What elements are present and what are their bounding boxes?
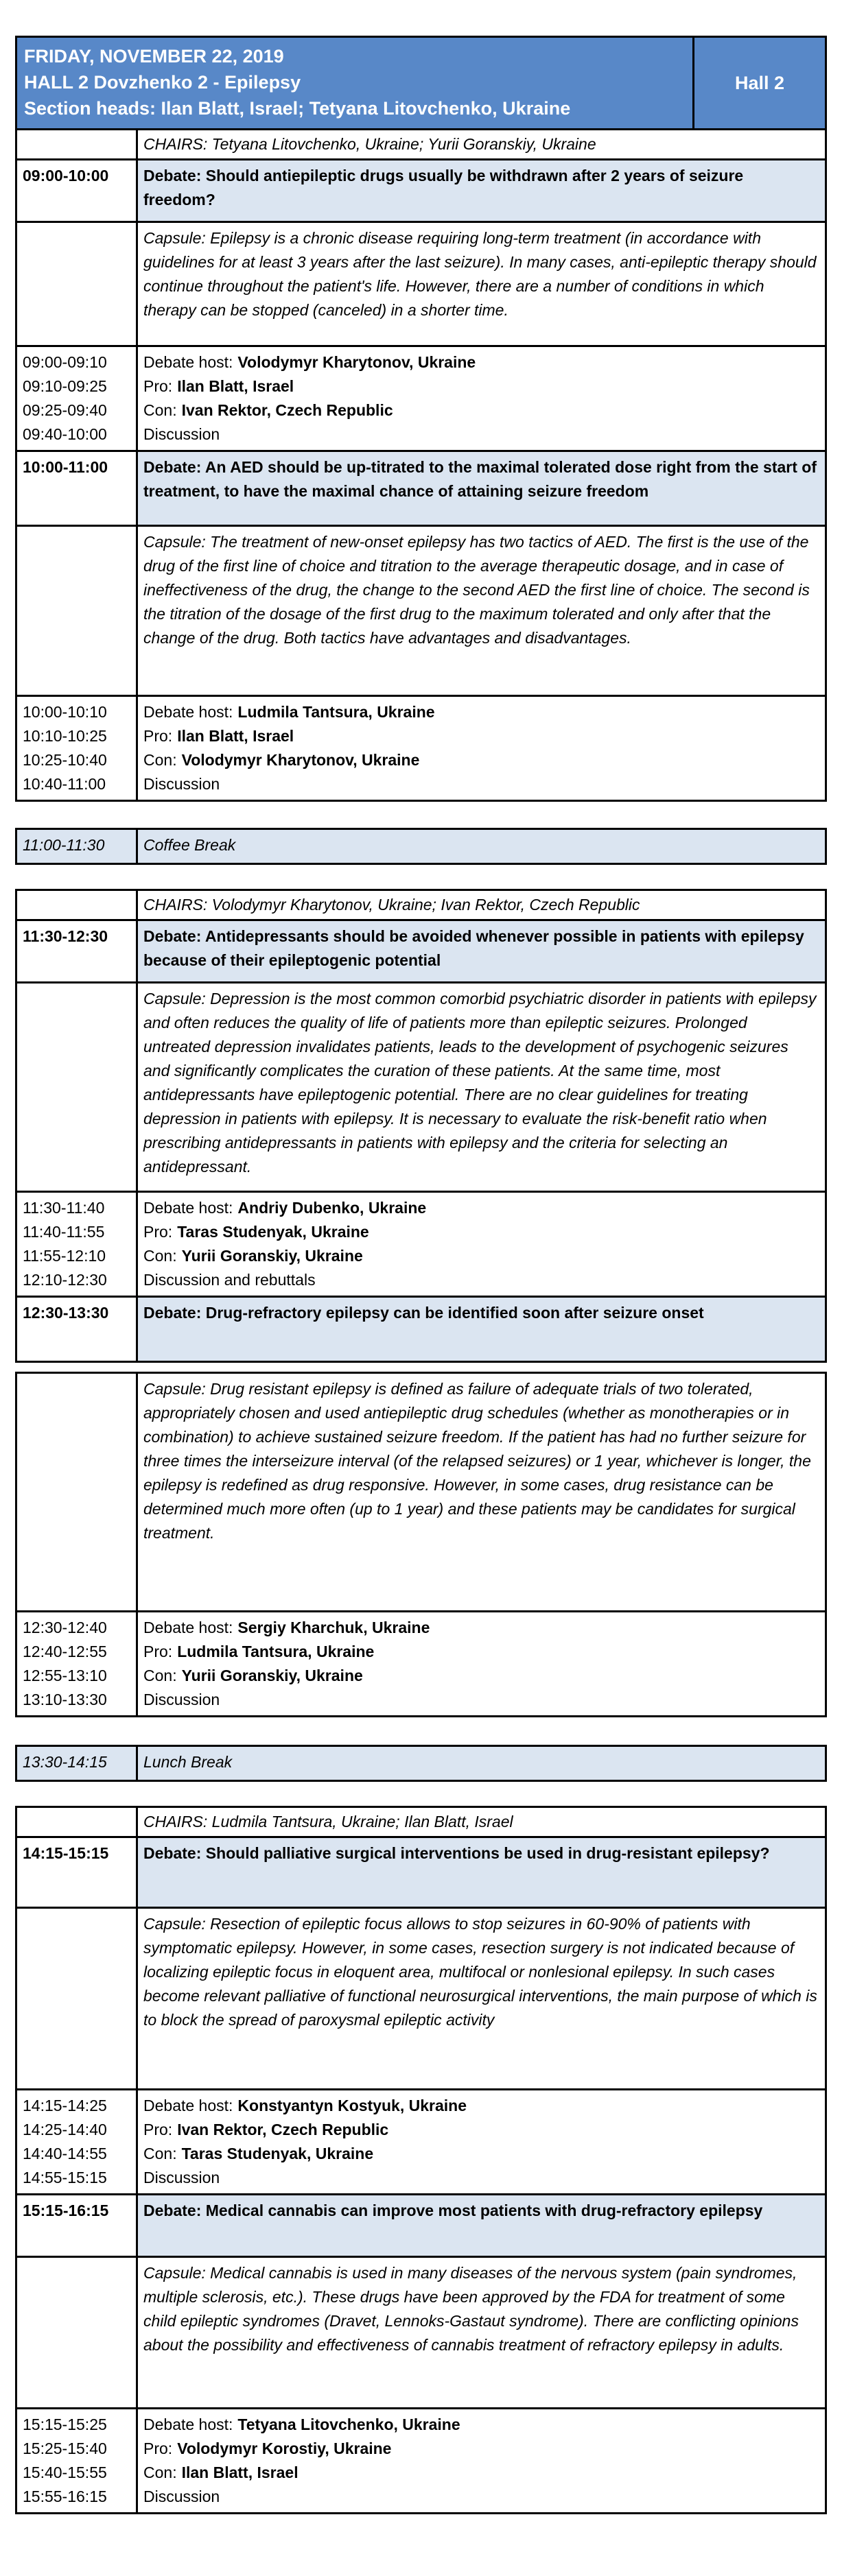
speaker-name: Yurii Goranskiy, Ukraine (181, 1667, 363, 1684)
conference-program-page (15, 0, 827, 2576)
slot-entry: Pro: Taras Studenyak, Ukraine (143, 1223, 369, 1241)
debate-time: 09:00-10:00 (17, 160, 138, 221)
slot-time: 11:30-11:40 (23, 1199, 105, 1217)
break-row (17, 830, 825, 863)
debate-time: 12:30-13:30 (17, 1298, 138, 1361)
slot-time: 11:55-12:10 (23, 1247, 106, 1265)
break-time: 11:00-11:30 (17, 830, 138, 863)
schedule-table-morning (15, 130, 827, 802)
table-gap (15, 1782, 827, 1806)
speaker-name: Konstyantyn Kostyuk, Ukraine (237, 2097, 467, 2114)
debate-time: 10:00-11:00 (17, 452, 138, 525)
break-label: Lunch Break (138, 1747, 825, 1780)
slot-entry: Pro: Ivan Rektor, Czech Republic (143, 2121, 389, 2138)
slot-time: 10:00-10:10 (23, 703, 107, 721)
capsule-text: Capsule: The treatment of new-onset epilepsy has two tactics of AED. The first is the use of the drug of the first line of choice and titration to the average therapeutic dosage, and in case of ineffectiveness of the drug, the change to the second AED the first line of choice. The second is the titration of the dosage of the first drug to the maximum tolerated and only after that the change of the drug. Both tactics have advantages and disadvantages. (143, 533, 810, 647)
table-gap (15, 1717, 827, 1745)
capsule-row (17, 525, 825, 695)
header-hall-line: HALL 2 Dovzhenko 2 - Epilepsy (24, 72, 301, 93)
debate-title: Debate: Medical cannabis can improve most patients with drug-refractory epilepsy (138, 2195, 825, 2256)
slot-entries (138, 697, 825, 800)
slot-time: 14:25-14:40 (23, 2121, 107, 2138)
slot-time: 14:40-14:55 (23, 2145, 107, 2162)
slot-entry: Debate host: Volodymyr Kharytonov, Ukraine (143, 353, 476, 371)
debate-title: Debate: Drug-refractory epilepsy can be identified soon after seizure onset (138, 1298, 825, 1361)
capsule-text: Capsule: Resection of epileptic focus allows to stop seizures in 60-90% of patients with symptomatic epilepsy. However, in some cases, resection surgery is not indicated because of localizing epileptic focus in eloquent area, multifocal or nonlesional epilepsy. In such cases become relevant palliative of functional neurosurgical interventions, the main purpose of which is to block the spread of paroxysmal epileptic activity (143, 1915, 817, 2029)
speaker-name: Ludmila Tantsura, Ukraine (237, 703, 435, 721)
slot-time: 15:55-16:15 (23, 2488, 107, 2505)
slot-entries (138, 2409, 825, 2512)
slot-entry: Discussion and rebuttals (143, 1271, 316, 1289)
capsule-row (17, 1907, 825, 2088)
slot-entry: Pro: Ludmila Tantsura, Ukraine (143, 1643, 375, 1660)
speaker-name: Ilan Blatt, Israel (177, 727, 294, 745)
slot-entry: Con: Volodymyr Kharytonov, Ukraine (143, 751, 420, 769)
slot-entry: Con: Yurii Goranskiy, Ukraine (143, 1247, 363, 1265)
speaker-name: Volodymyr Kharytonov, Ukraine (237, 353, 476, 371)
slot-time: 15:40-15:55 (23, 2464, 107, 2481)
slot-entry: Pro: Ilan Blatt, Israel (143, 727, 294, 745)
time-cell-empty (17, 130, 138, 158)
slot-time: 09:00-09:10 (23, 353, 107, 371)
break-label: Coffee Break (138, 830, 825, 863)
speaker-name: Volodymyr Korostiy, Ukraine (177, 2440, 392, 2457)
time-cell-empty (17, 2258, 138, 2407)
slots-row (17, 1191, 825, 1296)
slots-row (17, 695, 825, 800)
schedule-table-afternoon (15, 1806, 827, 2514)
chairs-row (17, 891, 825, 919)
slot-entry: Debate host: Sergiy Kharchuk, Ukraine (143, 1619, 430, 1636)
debate-time: 11:30-12:30 (17, 921, 138, 981)
slot-time: 15:25-15:40 (23, 2440, 107, 2457)
slot-entry: Discussion (143, 775, 220, 793)
slot-entries (138, 1612, 825, 1715)
debate-row (17, 1836, 825, 1907)
slot-time: 15:15-15:25 (23, 2416, 107, 2433)
header-section-heads: Section heads: Ilan Blatt, Israel; Tetyana Litovchenko, Ukraine (24, 98, 571, 119)
slot-time: 10:40-11:00 (23, 775, 106, 793)
speaker-name: Volodymyr Kharytonov, Ukraine (181, 751, 420, 769)
debate-row (17, 2193, 825, 2256)
slot-entry: Discussion (143, 425, 220, 443)
slot-entry: Discussion (143, 2488, 220, 2505)
table-gap (15, 802, 827, 828)
speaker-name: Ivan Rektor, Czech Republic (181, 401, 393, 419)
slot-entry: Pro: Ilan Blatt, Israel (143, 377, 294, 395)
slot-entry: Con: Taras Studenyak, Ukraine (143, 2145, 374, 2162)
slots-row (17, 2407, 825, 2512)
break-time: 13:30-14:15 (17, 1747, 138, 1780)
slot-entry: Con: Yurii Goranskiy, Ukraine (143, 1667, 363, 1684)
day-header-info (17, 38, 694, 128)
slot-entries (138, 2090, 825, 2193)
debate-title: Debate: An AED should be up-titrated to the maximal tolerated dose right from the start of treatment, to have the maximal chance of attaining seizure freedom (138, 452, 825, 525)
schedule-table-midday (15, 889, 827, 1363)
slot-time: 12:30-12:40 (23, 1619, 107, 1636)
debate-title: Debate: Antidepressants should be avoided whenever possible in patients with epilepsy because of their epileptogenic potential (138, 921, 825, 981)
debate-row (17, 158, 825, 221)
debate-title: Debate: Should palliative surgical interventions be used in drug-resistant epilepsy? (138, 1838, 825, 1907)
header-date: FRIDAY, NOVEMBER 22, 2019 (24, 46, 284, 67)
lunch-break-table (15, 1745, 827, 1782)
slot-time: 09:25-09:40 (23, 401, 107, 419)
slot-time: 12:40-12:55 (23, 1643, 107, 1660)
chairs-row (17, 1808, 825, 1836)
slots-row (17, 1610, 825, 1715)
slot-time: 09:40-10:00 (23, 425, 107, 443)
slot-entry: Debate host: Konstyantyn Kostyuk, Ukraine (143, 2097, 467, 2114)
slot-entry: Debate host: Andriy Dubenko, Ukraine (143, 1199, 427, 1217)
capsule-text: Capsule: Depression is the most common comorbid psychiatric disorder in patients with epilepsy and often reduces the quality of life of patients more than epileptic seizures. Prolonged untreated depression invalidates patients, leads to the development of psychogenic seizures and significantly complicates the curation of these patients. At the same time, most antidepressants have epileptogenic potential. There are no clear guidelines for treating depression in patients with epilepsy. It is necessary to evaluate the risk-benefit ratio when prescribing antidepressants in patients with epilepsy and the criteria for selecting an antidepressant. (143, 990, 817, 1176)
speaker-name: Sergiy Kharchuk, Ukraine (237, 1619, 430, 1636)
page-break-gap (15, 1363, 827, 1372)
slot-entry: Debate host: Tetyana Litovchenko, Ukraine (143, 2416, 460, 2433)
time-cell-empty (17, 1374, 138, 1610)
slot-times (17, 2090, 138, 2193)
debate-row (17, 919, 825, 981)
capsule-row (17, 2256, 825, 2407)
slot-times (17, 697, 138, 800)
debate-time: 14:15-15:15 (17, 1838, 138, 1907)
table-gap (15, 865, 827, 889)
slot-time: 11:40-11:55 (23, 1223, 105, 1241)
debate-title: Debate: Should antiepileptic drugs usually be withdrawn after 2 years of seizure freedom? (138, 160, 825, 221)
time-cell-empty (17, 527, 138, 695)
slot-time: 13:10-13:30 (23, 1691, 107, 1708)
time-cell-empty (17, 1909, 138, 2088)
slot-time: 14:15-14:25 (23, 2097, 107, 2114)
debate-time: 15:15-16:15 (17, 2195, 138, 2256)
capsule-row (17, 981, 825, 1191)
chairs-text: CHAIRS: Ludmila Tantsura, Ukraine; Ilan Blatt, Israel (143, 1813, 513, 1830)
slot-times (17, 2409, 138, 2512)
break-row (17, 1747, 825, 1780)
chairs-text: CHAIRS: Volodymyr Kharytonov, Ukraine; Ivan Rektor, Czech Republic (143, 896, 640, 914)
speaker-name: Taras Studenyak, Ukraine (177, 1223, 369, 1241)
slots-row (17, 345, 825, 450)
speaker-name: Taras Studenyak, Ukraine (181, 2145, 374, 2162)
speaker-name: Tetyana Litovchenko, Ukraine (237, 2416, 460, 2433)
slot-entries (138, 1193, 825, 1296)
debate-row (17, 1296, 825, 1361)
slot-times (17, 1612, 138, 1715)
speaker-name: Ilan Blatt, Israel (177, 377, 294, 395)
slot-entries (138, 347, 825, 450)
slots-row (17, 2088, 825, 2193)
speaker-name: Yurii Goranskiy, Ukraine (181, 1247, 363, 1265)
slot-entry: Con: Ilan Blatt, Israel (143, 2464, 299, 2481)
capsule-text: Capsule: Drug resistant epilepsy is defined as failure of adequate trials of two tolerated, appropriately chosen and used antiepileptic drug schedules (whether as monotherapies or in combination) to achieve sustained seizure freedom. If the patient has had no further seizure for three times the interseizure interval (of the relapsed seizures) or 1 year, whichever is longer, the epilepsy is redefined as drug responsive. However, in some cases, drug resistance can be determined much more often (up to 1 year) and these patients may be candidates for surgical treatment. (143, 1380, 811, 1542)
slot-time: 14:55-15:15 (23, 2169, 107, 2186)
capsule-row (17, 221, 825, 345)
slot-entry: Discussion (143, 2169, 220, 2186)
slot-entry: Debate host: Ludmila Tantsura, Ukraine (143, 703, 435, 721)
slot-time: 10:25-10:40 (23, 751, 107, 769)
chairs-text: CHAIRS: Tetyana Litovchenko, Ukraine; Yurii Goranskiy, Ukraine (143, 135, 596, 153)
time-cell-empty (17, 891, 138, 919)
slot-entry: Pro: Volodymyr Korostiy, Ukraine (143, 2440, 392, 2457)
capsule-row (17, 1374, 825, 1610)
capsule-text: Capsule: Medical cannabis is used in many diseases of the nervous system (pain syndromes, multiple sclerosis, etc.). These drugs have been approved by the FDA for treatment of some child epileptic syndromes (Dravet, Lennoks-Gastaut syndrome). There are conflicting opinions about the possibility and effectiveness of cannabis treatment of refractory epilepsy in adults. (143, 2264, 799, 2354)
capsule-text: Capsule: Epilepsy is a chronic disease requiring long-term treatment (in accordance with guidelines for at least 3 years after the last seizure). In many cases, anti-epileptic therapy should continue throughout the patient's life. However, there are a number of conditions in which therapy can be stopped (canceled) in a shorter time. (143, 229, 817, 319)
speaker-name: Ivan Rektor, Czech Republic (177, 2121, 389, 2138)
speaker-name: Andriy Dubenko, Ukraine (237, 1199, 427, 1217)
hall-badge: Hall 2 (734, 72, 785, 93)
time-cell-empty (17, 223, 138, 345)
slot-time: 10:10-10:25 (23, 727, 107, 745)
slot-entry: Discussion (143, 1691, 220, 1708)
debate-row (17, 450, 825, 525)
day-header (15, 36, 827, 130)
slot-time: 09:10-09:25 (23, 377, 107, 395)
chairs-row (17, 130, 825, 158)
slot-time: 12:55-13:10 (23, 1667, 107, 1684)
coffee-break-table (15, 828, 827, 865)
schedule-table-midday-continued (15, 1372, 827, 1717)
time-cell-empty (17, 1808, 138, 1836)
speaker-name: Ludmila Tantsura, Ukraine (177, 1643, 375, 1660)
slot-times (17, 347, 138, 450)
slot-entry: Con: Ivan Rektor, Czech Republic (143, 401, 393, 419)
speaker-name: Ilan Blatt, Israel (181, 2464, 299, 2481)
time-cell-empty (17, 983, 138, 1191)
slot-times (17, 1193, 138, 1296)
slot-time: 12:10-12:30 (23, 1271, 107, 1289)
